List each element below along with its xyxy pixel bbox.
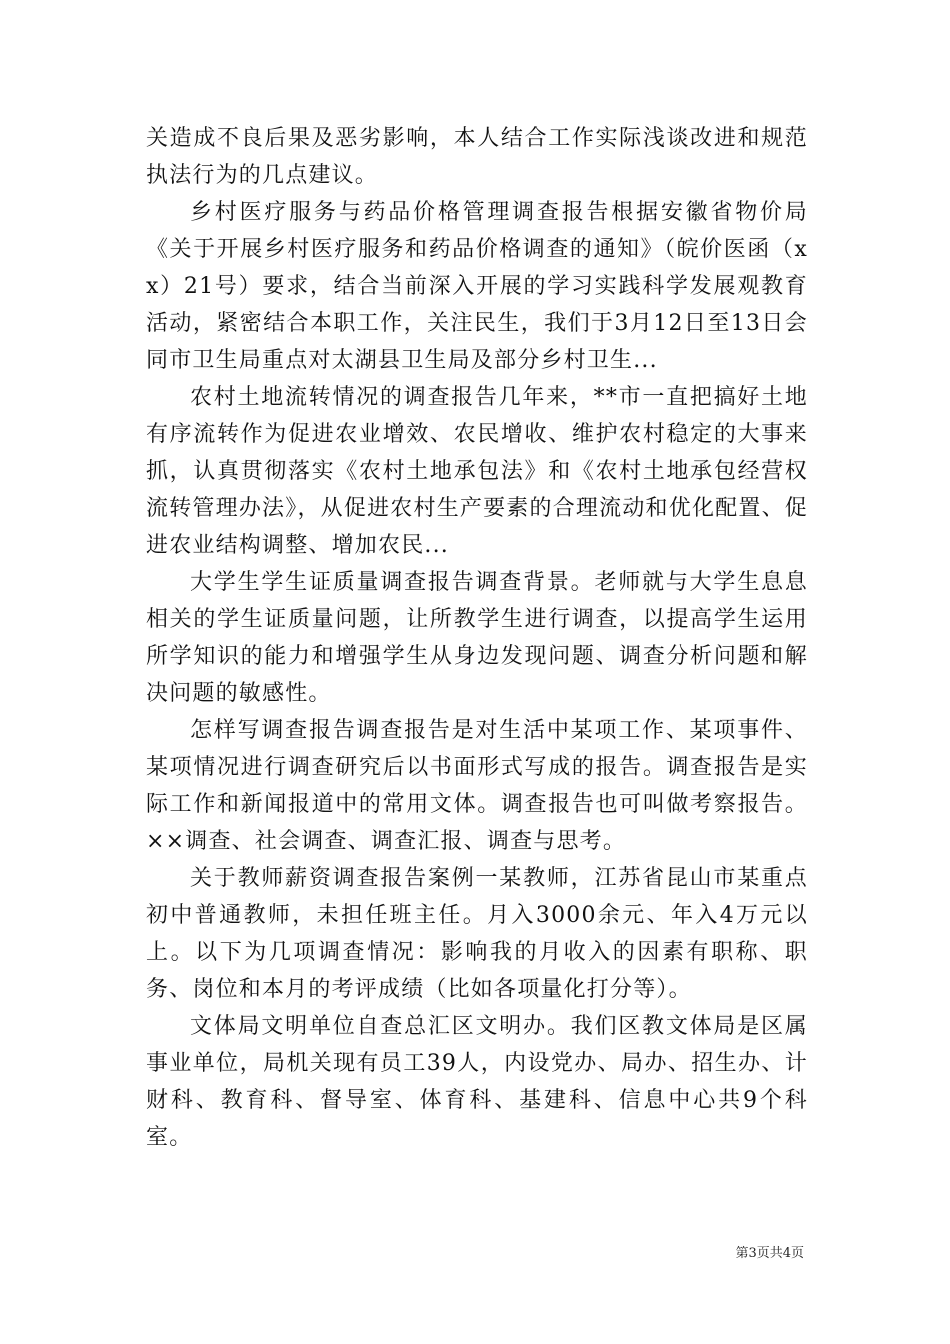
document-body	[146, 120, 808, 1156]
paragraph-civilized-unit: 文体局文明单位自查总汇区文明办。我们区教文体局是区属事业单位，局机关现有员工39人，内设党办、局办、招生办、计财科、教育科、督导室、体育科、基建科、信息中心共9个科室。	[146, 1014, 808, 1150]
paragraph-teacher-salary: 关于教师薪资调查报告案例一某教师，江苏省昆山市某重点初中普通教师，未担任班主任。月入3000余元、年入4万元以上。以下为几项调查情况：影响我的月收入的因素有职称、职务、岗位和本月的考评成绩（比如各项量化打分等）。	[146, 866, 808, 1002]
paragraph-continuation: 关造成不良后果及恶劣影响，本人结合工作实际浅谈改进和规范执法行为的几点建议。	[146, 126, 808, 188]
paragraph-rural-medical-price: 乡村医疗服务与药品价格管理调查报告根据安徽省物价局《关于开展乡村医疗服务和药品价格调查的通知》（皖价医函（xx）21号）要求，结合当前深入开展的学习实践科学发展观教育活动，紧密结合本职工作，关注民生，我们于3月12日至13日会同市卫生局重点对太湖县卫生局及部分乡村卫生...	[146, 200, 808, 373]
paragraph-rural-land-transfer: 农村土地流转情况的调查报告几年来，**市一直把搞好土地有序流转作为促进农业增效、农民增收、维护农村稳定的大事来抓，认真贯彻落实《农村土地承包法》和《农村土地承包经营权流转管理办法》，从促进农村生产要素的合理流动和优化配置、促进农业结构调整、增加农民...	[146, 385, 808, 558]
paragraph-how-to-write-report: 怎样写调查报告调查报告是对生活中某项工作、某项事件、某项情况进行调查研究后以书面形式写成的报告。调查报告是实际工作和新闻报道中的常用文体。调查报告也可叫做考察报告。××调查、社会调查、调查汇报、调查与思考。	[146, 718, 808, 854]
paragraph-student-card-quality: 大学生学生证质量调查报告调查背景。老师就与大学生息息相关的学生证质量问题，让所教学生进行调查，以提高学生运用所学知识的能力和增强学生从身边发现问题、调查分析问题和解决问题的敏感性。	[146, 570, 808, 706]
page-number-footer: 第3页共4页	[735, 1246, 804, 1261]
